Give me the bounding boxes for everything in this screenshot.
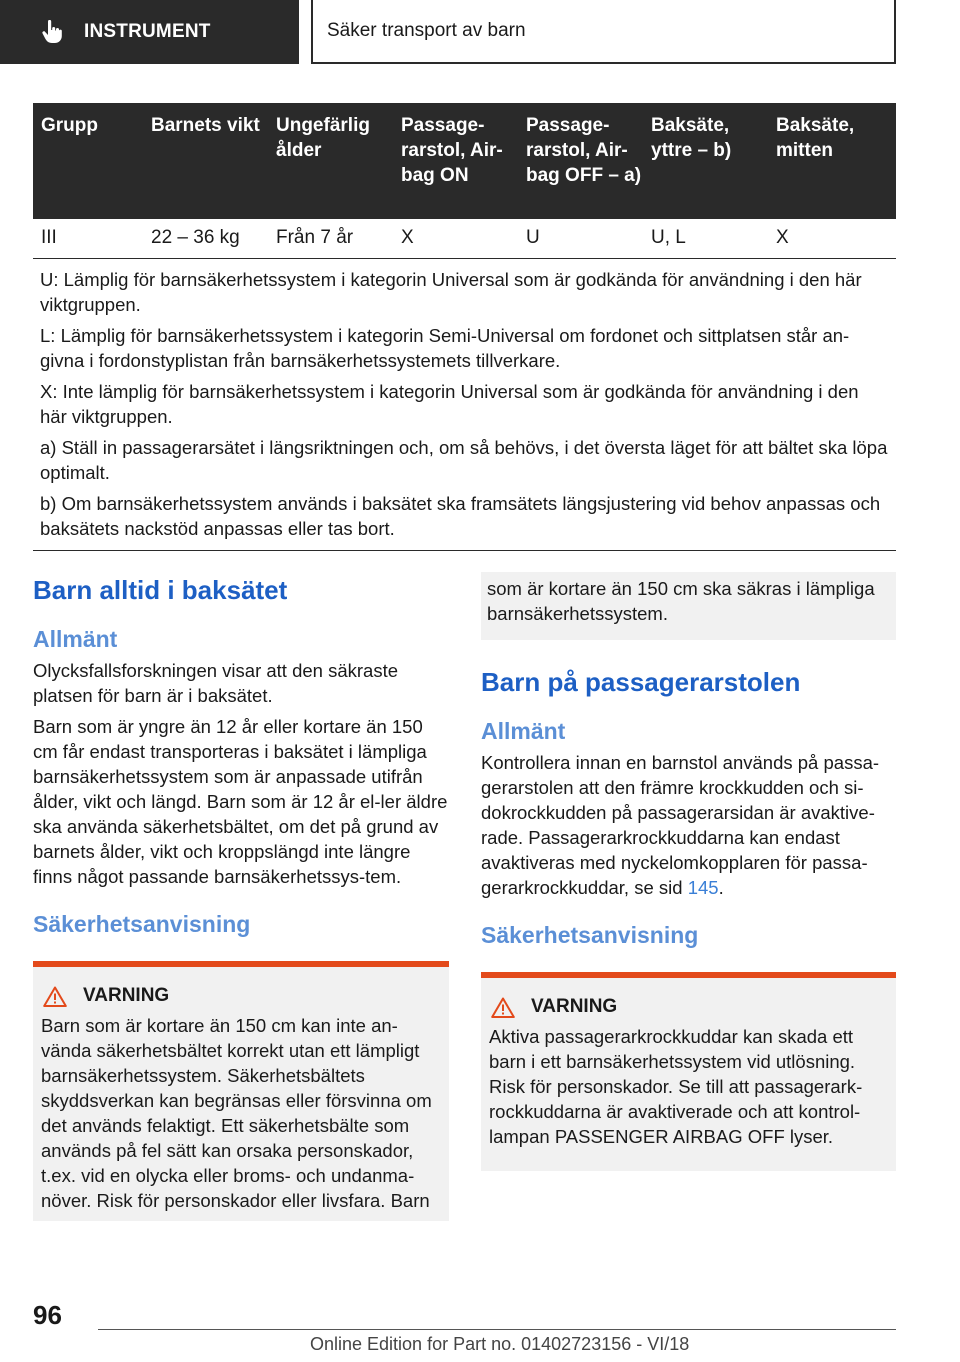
cell-group: III: [41, 227, 57, 248]
warning-box-right: [481, 972, 896, 1171]
cell-rear-outer: U, L: [651, 227, 686, 248]
warning-triangle-icon: [43, 986, 67, 1007]
warning-title-label-right: VARNING: [531, 996, 618, 1017]
note-l: L: Lämplig för barnsäkerhetssystem i kategorin Semi-Universal om fordonet och sittplatsen står an-givna i fordonstyplistan från barnsäkerhetssystemets tillverkare.: [40, 325, 850, 371]
paragraph-airbag-text: Kontrollera innan en barnstol används på passa-gerarstolen att den främre krockkudden och si-dokrockkudden på passagerarsidan är avaktive-rade. Passagerarkrockkuddarna kan endast avaktiveras med nyckelomkopplaren för passa-gerarkrockkuddar, se sid: [481, 752, 880, 898]
warning-title-label: VARNING: [83, 985, 170, 1006]
th-rear-middle: Baksäte, mitten: [776, 115, 855, 161]
table-notes: [33, 259, 896, 541]
subheading-safety-notice-right: Säkerhetsanvisning: [481, 922, 699, 948]
table-header: [33, 103, 896, 219]
chapter-tab-label: INSTRUMENT: [84, 21, 211, 42]
note-a: a) Ställ in passagerarsätet i längsriktningen och, om så behövs, i det översta läget för att bältet ska löpa optimalt.: [40, 437, 888, 483]
warning-triangle-icon: [491, 997, 515, 1018]
th-grupp: Grupp: [41, 115, 98, 136]
th-age: Ungefärlig ålder: [276, 115, 370, 161]
chapter-tab[interactable]: [0, 0, 299, 64]
pointing-hand-icon: [42, 20, 62, 44]
paragraph-end: .: [718, 877, 724, 898]
note-b: b) Om barnsäkerhetssystem används i baksätet ska framsätets längsjustering vid behov anpassas och baksätets nackstöd anpassas eller tas bort.: [40, 493, 881, 539]
section-title: Säker transport av barn: [311, 0, 896, 64]
subheading-general: Allmänt: [33, 626, 118, 652]
cell-airbag-on: X: [401, 227, 414, 248]
paragraph-child-age-height: Barn som är yngre än 12 år eller kortare än 150 cm får endast transporteras i baksätet i lämpliga barnsäkerhetssystem som är anpassade utifrån ålder, vikt och längd. Barn som är 12 år el-ler äldre ska använda säkerhetsbältet, om det på grund av barnets ålder, vikt och kroppslängd inte längre finns något passande barnsäkerhetssys-tem.: [33, 716, 448, 887]
left-column: [33, 572, 449, 1221]
warning-box: [33, 961, 449, 1221]
cell-rear-middle: X: [776, 227, 789, 248]
page-number: 96: [33, 1300, 62, 1330]
right-column: [481, 572, 896, 1171]
page-reference-link[interactable]: 145: [687, 877, 719, 898]
subheading-general-right: Allmänt: [481, 718, 566, 744]
table-bottom-rule: [33, 550, 896, 551]
cell-airbag-off: U: [526, 227, 540, 248]
warning-title-right: [489, 996, 888, 1018]
heading-children-passenger-seat: Barn på passagerarstolen: [481, 667, 801, 697]
paragraph-airbag-deactivation: [481, 750, 896, 900]
footer-edition: Online Edition for Part no. 01402723156 - VI/18: [310, 1334, 690, 1354]
warning-continuation-box: [481, 572, 896, 640]
th-weight: Barnets vikt: [151, 115, 260, 136]
paragraph-accident-research: Olycksfallsforskningen visar att den säkraste platsen för barn är i baksätet.: [33, 660, 399, 706]
cell-age: Från 7 år: [276, 227, 354, 248]
th-rear-outer: Baksäte, yttre – b): [651, 115, 732, 161]
warning-text-right: Aktiva passagerarkrockkuddar kan skada ett barn i ett barnsäkerhetssystem vid utlösning. Risk för personskador. Se till att passagerark-rockkuddarna är avaktiverade och att kontrol-lampan PASSENGER AIRBAG OFF lyser.: [489, 1026, 863, 1147]
th-passenger-airbag-off: Passage-rarstol, Air-bag OFF – a): [526, 115, 642, 186]
heading-children-rear-seat: Barn alltid i baksätet: [33, 575, 288, 605]
warning-text: Barn som är kortare än 150 cm kan inte an-vända säkerhetsbältet korrekt utan ett lämpligt barnsäkerhetssystem. Säkerhetsbältets skyddsverkan kan begränsas eller försvinna om det används felaktigt. Ett säkerhetsbälte som används på fel sätt kan orsaka personskador, t.ex. vid en olycka eller broms- och undanma-növer. Risk för personskador eller livsfara. Barn: [41, 1015, 432, 1211]
subheading-safety-notice: Säkerhetsanvisning: [33, 911, 251, 937]
table-row: [33, 219, 896, 259]
note-u: U: Lämplig för barnsäkerhetssystem i kategorin Universal som är godkända för användning i den här viktgruppen.: [40, 269, 862, 315]
warning-title: [41, 985, 441, 1007]
th-passenger-airbag-on: Passage-rarstol, Air-bag ON: [401, 115, 503, 186]
footer-rule: [98, 1329, 896, 1330]
warning-continuation-text: som är kortare än 150 cm ska säkras i lämpliga barnsäkerhetssystem.: [487, 578, 875, 624]
child-seat-table: [33, 103, 896, 547]
note-x: X: Inte lämplig för barnsäkerhetssystem i kategorin Universal som är godkända för användning i den här viktgruppen.: [40, 381, 859, 427]
cell-weight: 22 – 36 kg: [151, 227, 240, 248]
